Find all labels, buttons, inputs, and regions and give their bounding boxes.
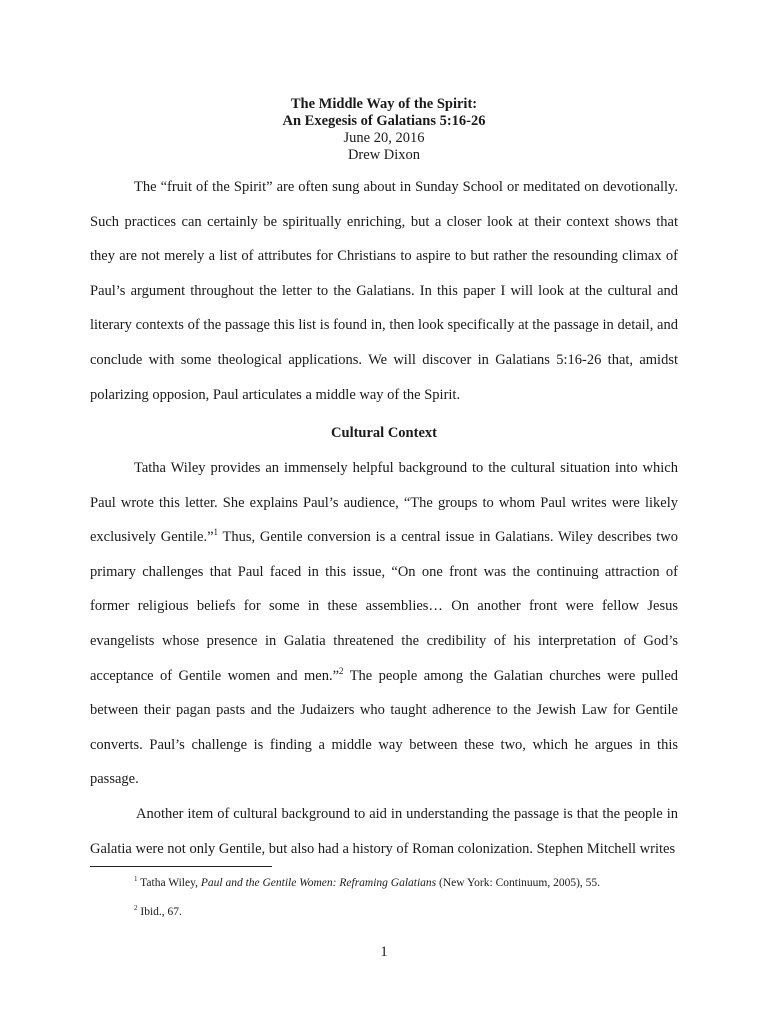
footnote-ref: 1 xyxy=(213,527,219,538)
footnote xyxy=(134,905,182,919)
paper-subtitle: An Exegesis of Galatians 5:16-26 xyxy=(282,113,486,129)
body-paragraph xyxy=(90,451,678,797)
footnote-ref: 2 xyxy=(339,665,344,676)
footnote-text: (New York: Continuum, 2005), 55. xyxy=(436,877,601,889)
paper-header xyxy=(0,96,768,164)
footnote-text: Tatha Wiley, xyxy=(137,877,201,889)
footnote-book-title: Paul and the Gentile Women: Reframing Galatians xyxy=(200,877,437,889)
paragraph-text: Tatha Wiley provides an immensely helpful background to the cultural situation into which Paul wrote this letter. She explains Paul’s audience, “The groups to whom Paul writes were likely exclusively Gentile.” xyxy=(90,460,678,546)
paper-author: Drew Dixon xyxy=(347,147,421,163)
footnote-divider xyxy=(90,866,272,867)
paragraph-text: Thus, Gentile conversion is a central issue in Galatians. Wiley describes two primary challenges that Paul faced in this issue, “On one front was the continuing attraction of former religious beliefs for some in these assemblies… On another front were fellow Jesus evangelists whose presence in Galatia threatened the credibility of his interpretation of God’s acceptance of Gentile women and men.” xyxy=(90,529,678,684)
paper-date: June 20, 2016 xyxy=(343,130,425,146)
intro-block xyxy=(90,170,678,412)
footnote-number: 1 xyxy=(134,875,138,883)
body-paragraph: Another item of cultural background to aid in understanding the passage is that the people in Galatia were not only Gentile, but also had a history of Roman colonization. Stephen Mitchell writes xyxy=(90,805,678,857)
paragraph-text: The people among the Galatian churches were pulled between their pagan pasts and the Judaizers who taught adherence to the Jewish Law for Gentile converts. Paul’s challenge is finding a middle way between these two, which he argues in this passage. xyxy=(90,667,679,788)
page-number: 1 xyxy=(380,944,388,960)
footnote-number: 2 xyxy=(134,904,138,912)
paper-title: The Middle Way of the Spirit: xyxy=(290,96,478,112)
intro-paragraph: The “fruit of the Spirit” are often sung about in Sunday School or meditated on devotionally. Such practices can certainly be spiritually enriching, but a closer look at their context shows that they are not merely a list of attributes for Christians to aspire to but rather the resounding climax of Paul’s argument throughout the letter to the Galatians. In this paper I will look at the cultural and literary contexts of the passage this list is found in, then look specifically at the passage in detail, and conclude with some theological applications. We will discover in Galatians 5:16-26 that, amidst polarizing opposion, Paul articulates a middle way of the Spirit. xyxy=(90,179,678,403)
footnote xyxy=(134,876,600,890)
section-body xyxy=(90,451,678,866)
section-heading: Cultural Context xyxy=(331,425,437,441)
footnote-text: Ibid., 67. xyxy=(137,906,182,918)
